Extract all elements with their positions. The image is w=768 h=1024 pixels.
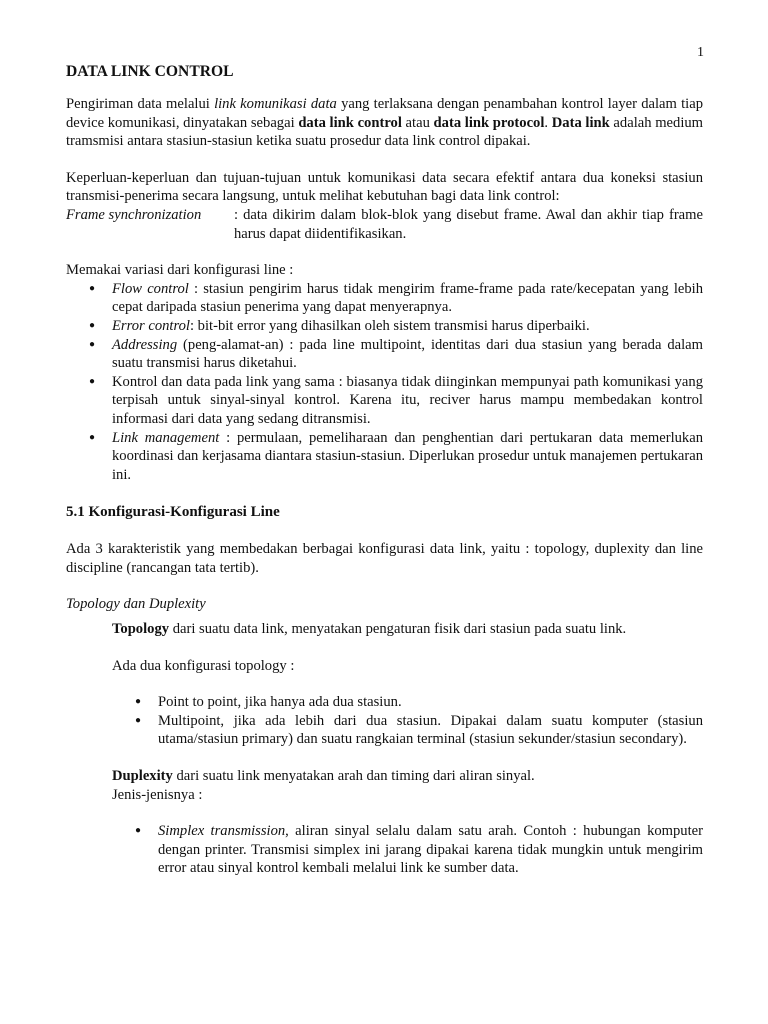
emphasis-link-komunikasi: link komunikasi data (214, 96, 337, 112)
document-title: DATA LINK CONTROL (66, 63, 234, 80)
frame-sync-desc: : data dikirim dalam blok-blok yang disebut frame. Awal dan akhir tiap frame harus dapat diidentifikasikan. (234, 206, 703, 242)
duplexity-list (66, 822, 703, 878)
list-item: ● Link management : permulaan, pemeliharaan dan penghentian dari pertukaran data memerlukan koordinasi dan kerjasama diantara stasiun-stasiun. Diperlukan prosedur untuk manajemen pertukaran ini. (66, 429, 703, 485)
list-item: ● Point to point, jika hanya ada dua stasiun. (66, 693, 703, 712)
variations-list (66, 280, 703, 485)
section-paragraph: Ada 3 karakteristik yang membedakan berbagai konfigurasi data link, yaitu : topology, duplexity dan line discipline (rancangan tata tertib). (66, 541, 703, 576)
duplexity-paragraph: Duplexity dari suatu link menyatakan arah dan timing dari aliran sinyal. (112, 768, 535, 785)
needs-paragraph: Keperluan-keperluan dan tujuan-tujuan untuk komunikasi data secara efektif antara dua koneksi stasiun transmisi-penerima secara langsung, untuk melihat kebutuhan bagi data link control: (66, 169, 703, 205)
topology-list (66, 693, 703, 749)
subsection-heading: Topology dan Duplexity (66, 596, 206, 613)
topology-paragraph: Topology dari suatu data link, menyatakan pengaturan fisik dari stasiun pada suatu link. (112, 621, 627, 638)
list-item: ● Kontrol dan data pada link yang sama : biasanya tidak diinginkan mempunyai path komunikasi yang terpisah untuk sinyal-sinyal kontrol. Karena itu, reciver harus mampu membedakan kontrol informasi dari data yang sedang ditransmisi. (66, 373, 703, 429)
intro-paragraph: Pengiriman data melalui link komunikasi data yang terlaksana dengan penambahan kontrol layer dalam tiap device komunikasi, dinyatakan sebagai data link control atau data link protocol. Data link adalah medium tramsmisi antara stasiun-stasiun ketika suatu prosedur data link control dipakai. (66, 96, 704, 150)
types-lead: Jenis-jenisnya : (112, 786, 203, 803)
list-item: ● Simplex transmission, aliran sinyal selalu dalam satu arah. Contoh : hubungan komputer dengan printer. Transmisi simplex ini jarang dipakai karena tidak mungkin untuk mengirim error atau sinyal kontrol kembali melalui link ke sumber data. (66, 822, 703, 878)
variations-lead: Memakai variasi dari konfigurasi line : (66, 262, 294, 279)
frame-sync-definition (66, 206, 703, 243)
page-number: 1 (697, 45, 704, 60)
topology-lead: Ada dua konfigurasi topology : (112, 657, 295, 674)
frame-sync-term: Frame synchronization (66, 206, 202, 223)
term-data-link: Data link (551, 114, 610, 131)
list-item: ● Flow control : stasiun pengirim harus tidak mengirim frame-frame pada rate/kecepatan yang lebih cepat daripada stasiun penerima yang dapat menyerapnya. (66, 280, 703, 317)
term-data-link-protocol: data link protocol (433, 114, 545, 131)
section-heading: 5.1 Konfigurasi-Konfigurasi Line (66, 504, 280, 521)
term-data-link-control: data link control (298, 114, 402, 131)
list-item: ● Error control: bit-bit error yang dihasilkan oleh sistem transmisi harus diperbaiki. (66, 317, 703, 336)
document-body (66, 62, 703, 878)
list-item: ● Addressing (peng-alamat-an) : pada line multipoint, identitas dari dua stasiun yang berada dalam suatu transmisi harus diketahui. (66, 336, 703, 373)
list-item: ● Multipoint, jika ada lebih dari dua stasiun. Dipakai dalam suatu komputer (stasiun utama/stasiun primary) dan suatu rangkaian terminal (stasiun sekunder/stasiun secondary). (66, 712, 703, 749)
